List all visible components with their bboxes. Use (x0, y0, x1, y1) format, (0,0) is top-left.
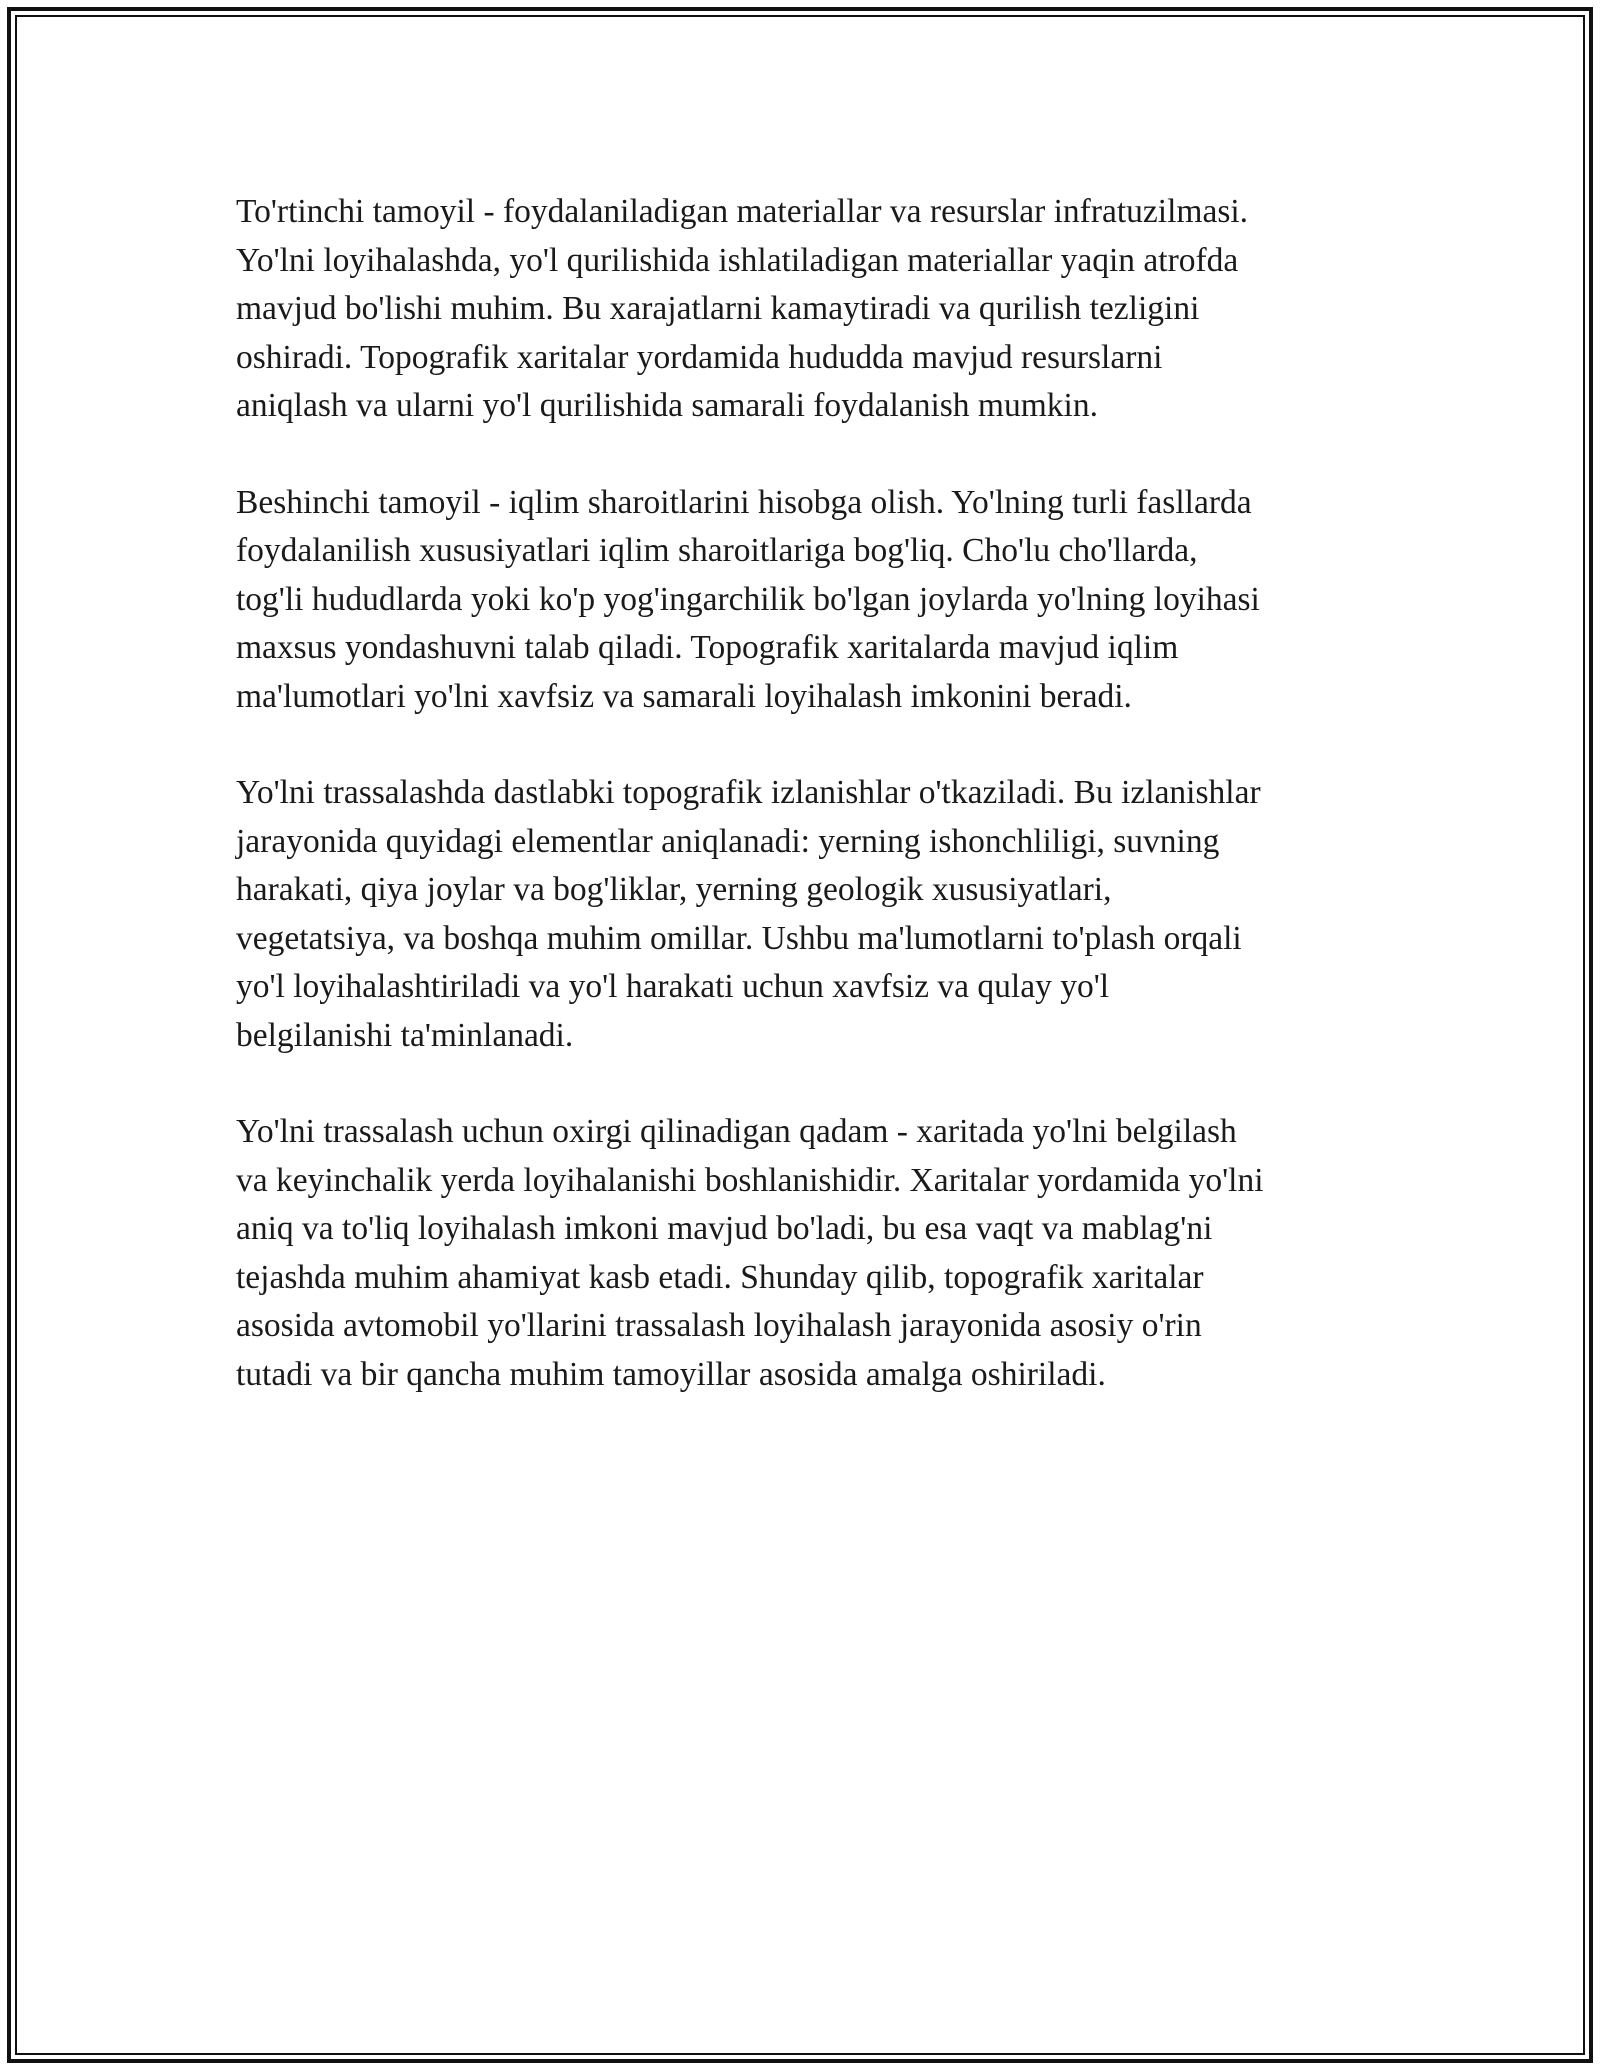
paragraph-fourth-principle: To'rtinchi tamoyil - foydalaniladigan materiallar va resurslar infratuzilmasi. Yo'lni loyihalashda, yo'l qurilishida ishlatiladigan materiallar yaqin atrofda mavjud bo'lishi muhim. Bu xarajatlarni kamaytiradi va qurilish tezligini oshiradi. Topografik xaritalar yordamida hududda mavjud resurslarni aniqlash va ularni yo'l qurilishida samarali foydalanish mumkin. (236, 193, 1249, 424)
paragraph-final-step: Yo'lni trassalash uchun oxirgi qilinadigan qadam - xaritada yo'lni belgilash va keyinchalik yerda loyihalanishi boshlanishidir. Xaritalar yordamida yo'lni aniq va to'liq loyihalash imkoni mavjud bo'ladi, bu esa vaqt va mablag'ni tejashda muhim ahamiyat kasb etadi. Shunday qilib, topografik xaritalar asosida avtomobil yo'llarini trassalash loyihalash jarayonida asosiy o'rin tutadi va bir qancha muhim tamoyillar asosida amalga oshiriladi. (236, 1113, 1264, 1393)
paragraph-fifth-principle: Beshinchi tamoyil - iqlim sharoitlarini hisobga olish. Yo'lning turli fasllarda foydalanilish xususiyatlari iqlim sharoitlariga bog'liq. Cho'lu cho'llarda, tog'li hududlarda yoki ko'p yog'ingarchilik bo'lgan joylarda yo'lning loyihasi maxsus yondashuvni talab qiladi. Topografik xaritalarda mavjud iqlim ma'lumotlari yo'lni xavfsiz va samarali loyihalash imkonini beradi. (236, 483, 1260, 715)
paragraph-topographic-surveys: Yo'lni trassalashda dastlabki topografik izlanishlar o'tkaziladi. Bu izlanishlar jarayonida quyidagi elementlar aniqlanadi: yerning ishonchliligi, suvning harakati, qiya joylar va bog'liklar, yerning geologik xususiyatlari, vegetatsiya, va boshqa muhim omillar. Ushbu ma'lumotlarni to'plash orqali yo'l loyihalashtiriladi va yo'l harakati uchun xavfsiz va qulay yo'l belgilanishi ta'minlanadi. (236, 774, 1261, 1054)
document-body (236, 188, 1376, 1447)
